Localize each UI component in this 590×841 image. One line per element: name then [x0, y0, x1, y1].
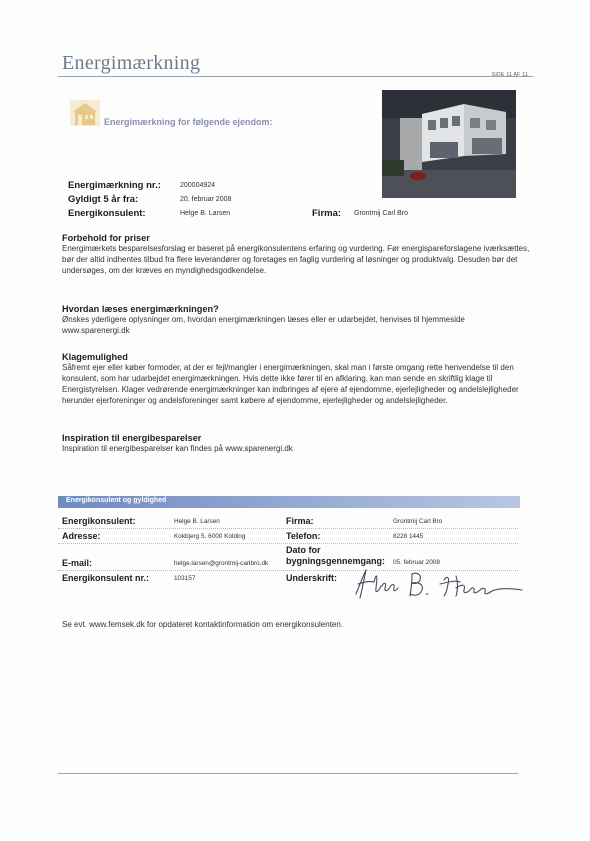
value-energy-label-nr: 200004924	[180, 182, 216, 189]
table-divider	[58, 543, 518, 544]
building-photo	[382, 90, 516, 198]
table-label-email: E-mail:	[62, 558, 93, 568]
bottom-rule	[58, 773, 518, 774]
table-label-firm: Firma:	[286, 516, 314, 526]
table-value-email: helge.larsen@grontmij-carlbro.dk	[174, 560, 269, 567]
document-title: Energimærkning	[62, 52, 201, 74]
house-logo-icon	[70, 100, 100, 126]
table-value-address: Kokbjerg 5, 6000 Kolding	[174, 533, 246, 540]
title-rule	[58, 76, 533, 77]
section-text-complaint: Såfremt ejer eller køber formoder, at der er fejl/mangler i energimærkningen, skal man i første omgang rette henvendelse til den konsulent, som har udarbejdet energimærkningen. Hvis dette ikke fører til en afklaring, kan man sende en skriftlig klage til Energistyrelsen. Klager vedrørende energimærkninger kan indbringes af ejere af ejendomme, ejerlejligheder og andelslejligheder herunder ejerforeninger og andelsforeninger samt købere af ejendomme, ejerlejligheder og andelslejligheder.	[62, 363, 519, 405]
footer-note: Se evt. www.femsek.dk for opdateret kontaktinformation om energikonsulenten.	[62, 620, 344, 629]
table-value-inspection-date: 05. februar 2008	[393, 559, 440, 566]
section-text-price-disclaimer: Energimærkets besparelsesforslag er baseret på energikonsulentens erfaring og vurdering. Før energispareforslagene iværksættes, bør der altid indhentes tilbud fra flere leverandører og foretages en faglig vurdering af løsninger og produktvalg. Desuden bør det undersøges, om der kræves en myndighedsgodkendelse.	[62, 244, 530, 275]
table-label-address: Adresse:	[62, 531, 101, 541]
table-label-consultant: Energikonsulent:	[62, 516, 136, 526]
value-consultant: Helge B. Larsen	[180, 210, 231, 217]
table-label-inspection-date-line1: Dato for	[286, 545, 321, 555]
table-value-phone: 8228 1445	[393, 533, 424, 540]
section-heading-price-disclaimer: Forbehold for priser	[62, 233, 150, 243]
table-label-consultant-nr: Energikonsulent nr.:	[62, 573, 150, 583]
label-valid-from: Gyldigt 5 år fra:	[68, 194, 139, 205]
table-value-consultant: Helge B. Larsen	[174, 518, 220, 525]
label-firm: Firma:	[312, 208, 342, 219]
consultant-table-title: Energikonsulent og gyldighed	[66, 497, 167, 504]
label-energy-label-nr: Energimærkning nr.:	[68, 180, 161, 191]
table-divider	[58, 528, 518, 529]
label-consultant: Energikonsulent:	[68, 208, 146, 219]
section-heading-how-to-read: Hvordan læses energimærkningen?	[62, 304, 219, 314]
value-firm: Grontmij Carl Bro	[354, 210, 409, 217]
table-value-firm: Grontmij Carl Bro	[393, 518, 443, 525]
section-heading-complaint: Klagemulighed	[62, 352, 128, 362]
signature-image	[352, 566, 526, 602]
table-label-signature: Underskrift:	[286, 573, 338, 583]
section-heading-inspiration: Inspiration til energibesparelser	[62, 433, 202, 443]
section-text-how-to-read: Ønskes yderligere oplysninger om, hvordan energimærkningen læses eller er udarbejdet, henvises til hjemmeside www.sparenergi.dk	[62, 315, 465, 335]
property-heading: Energimærkning for følgende ejendom:	[104, 117, 273, 127]
table-value-consultant-nr: 103157	[174, 575, 196, 582]
consultant-table-header	[58, 496, 520, 508]
section-text-inspiration: Inspiration til energibesparelser kan findes på www.sparenergi.dk	[62, 444, 293, 453]
table-label-phone: Telefon:	[286, 531, 321, 541]
page-indicator: SIDE 11 AF 11	[491, 72, 528, 78]
value-valid-from: 20. februar 2008	[180, 196, 232, 203]
table-label-inspection-date-line2: bygningsgennemgang:	[286, 556, 385, 566]
